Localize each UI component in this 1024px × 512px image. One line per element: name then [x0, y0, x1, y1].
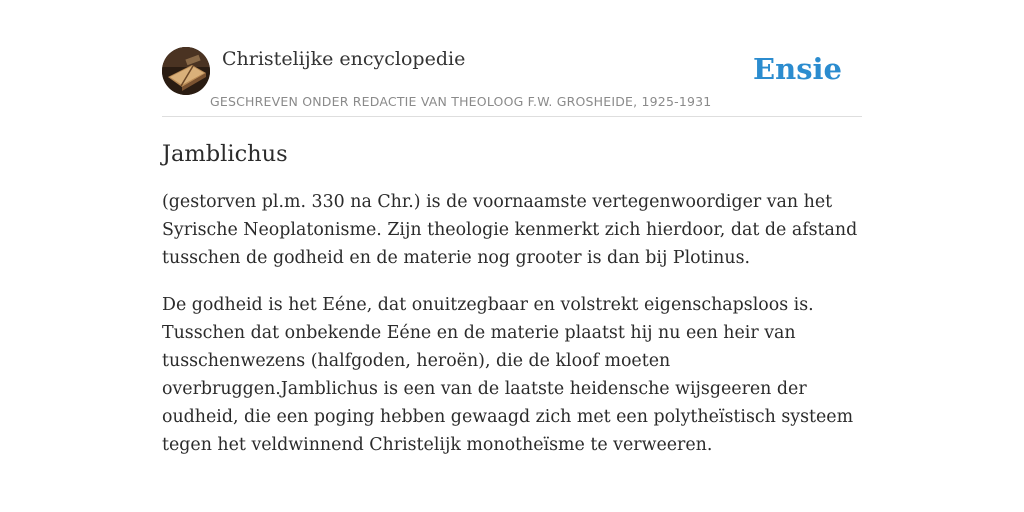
article-paragraph: (gestorven pl.m. 330 na Chr.) is de voornaamste vertegenwoordiger van het Syrische Neoplatonisme. Zijn theologie kenmerkt zich hierdoor, dat de afstand tusschen de godheid en de materie nog grooter is dan bij Plotinus.	[162, 192, 858, 268]
article	[162, 138, 862, 478]
encyclopedia-avatar-icon[interactable]	[162, 47, 210, 95]
book-photo-icon	[162, 47, 210, 95]
article-paragraph: De godheid is het Eéne, dat onuitzegbaar en volstrekt eigenschapsloos is. Tusschen dat onbekende Eéne en de materie plaatst hij nu een heir van tusschenwezens (halfgoden, heroën), die de kloof moeten overbruggen.Jamblichus is een van de laatste heidensche wijsgeeren der oudheid, die een poging hebben gewaagd zich met een polytheïstisch systeem tegen het veldwinnend Christelijk monotheïsme te verweeren.	[162, 295, 854, 455]
site-header	[162, 46, 862, 117]
site-title[interactable]: Christelijke encyclopedie	[222, 48, 466, 70]
site-subtitle: GESCHREVEN ONDER REDACTIE VAN THEOLOOG F.W. GROSHEIDE, 1925-1931	[210, 94, 712, 109]
article-title: Jamblichus	[162, 141, 288, 167]
brand-logo[interactable]: Ensie	[753, 52, 842, 86]
